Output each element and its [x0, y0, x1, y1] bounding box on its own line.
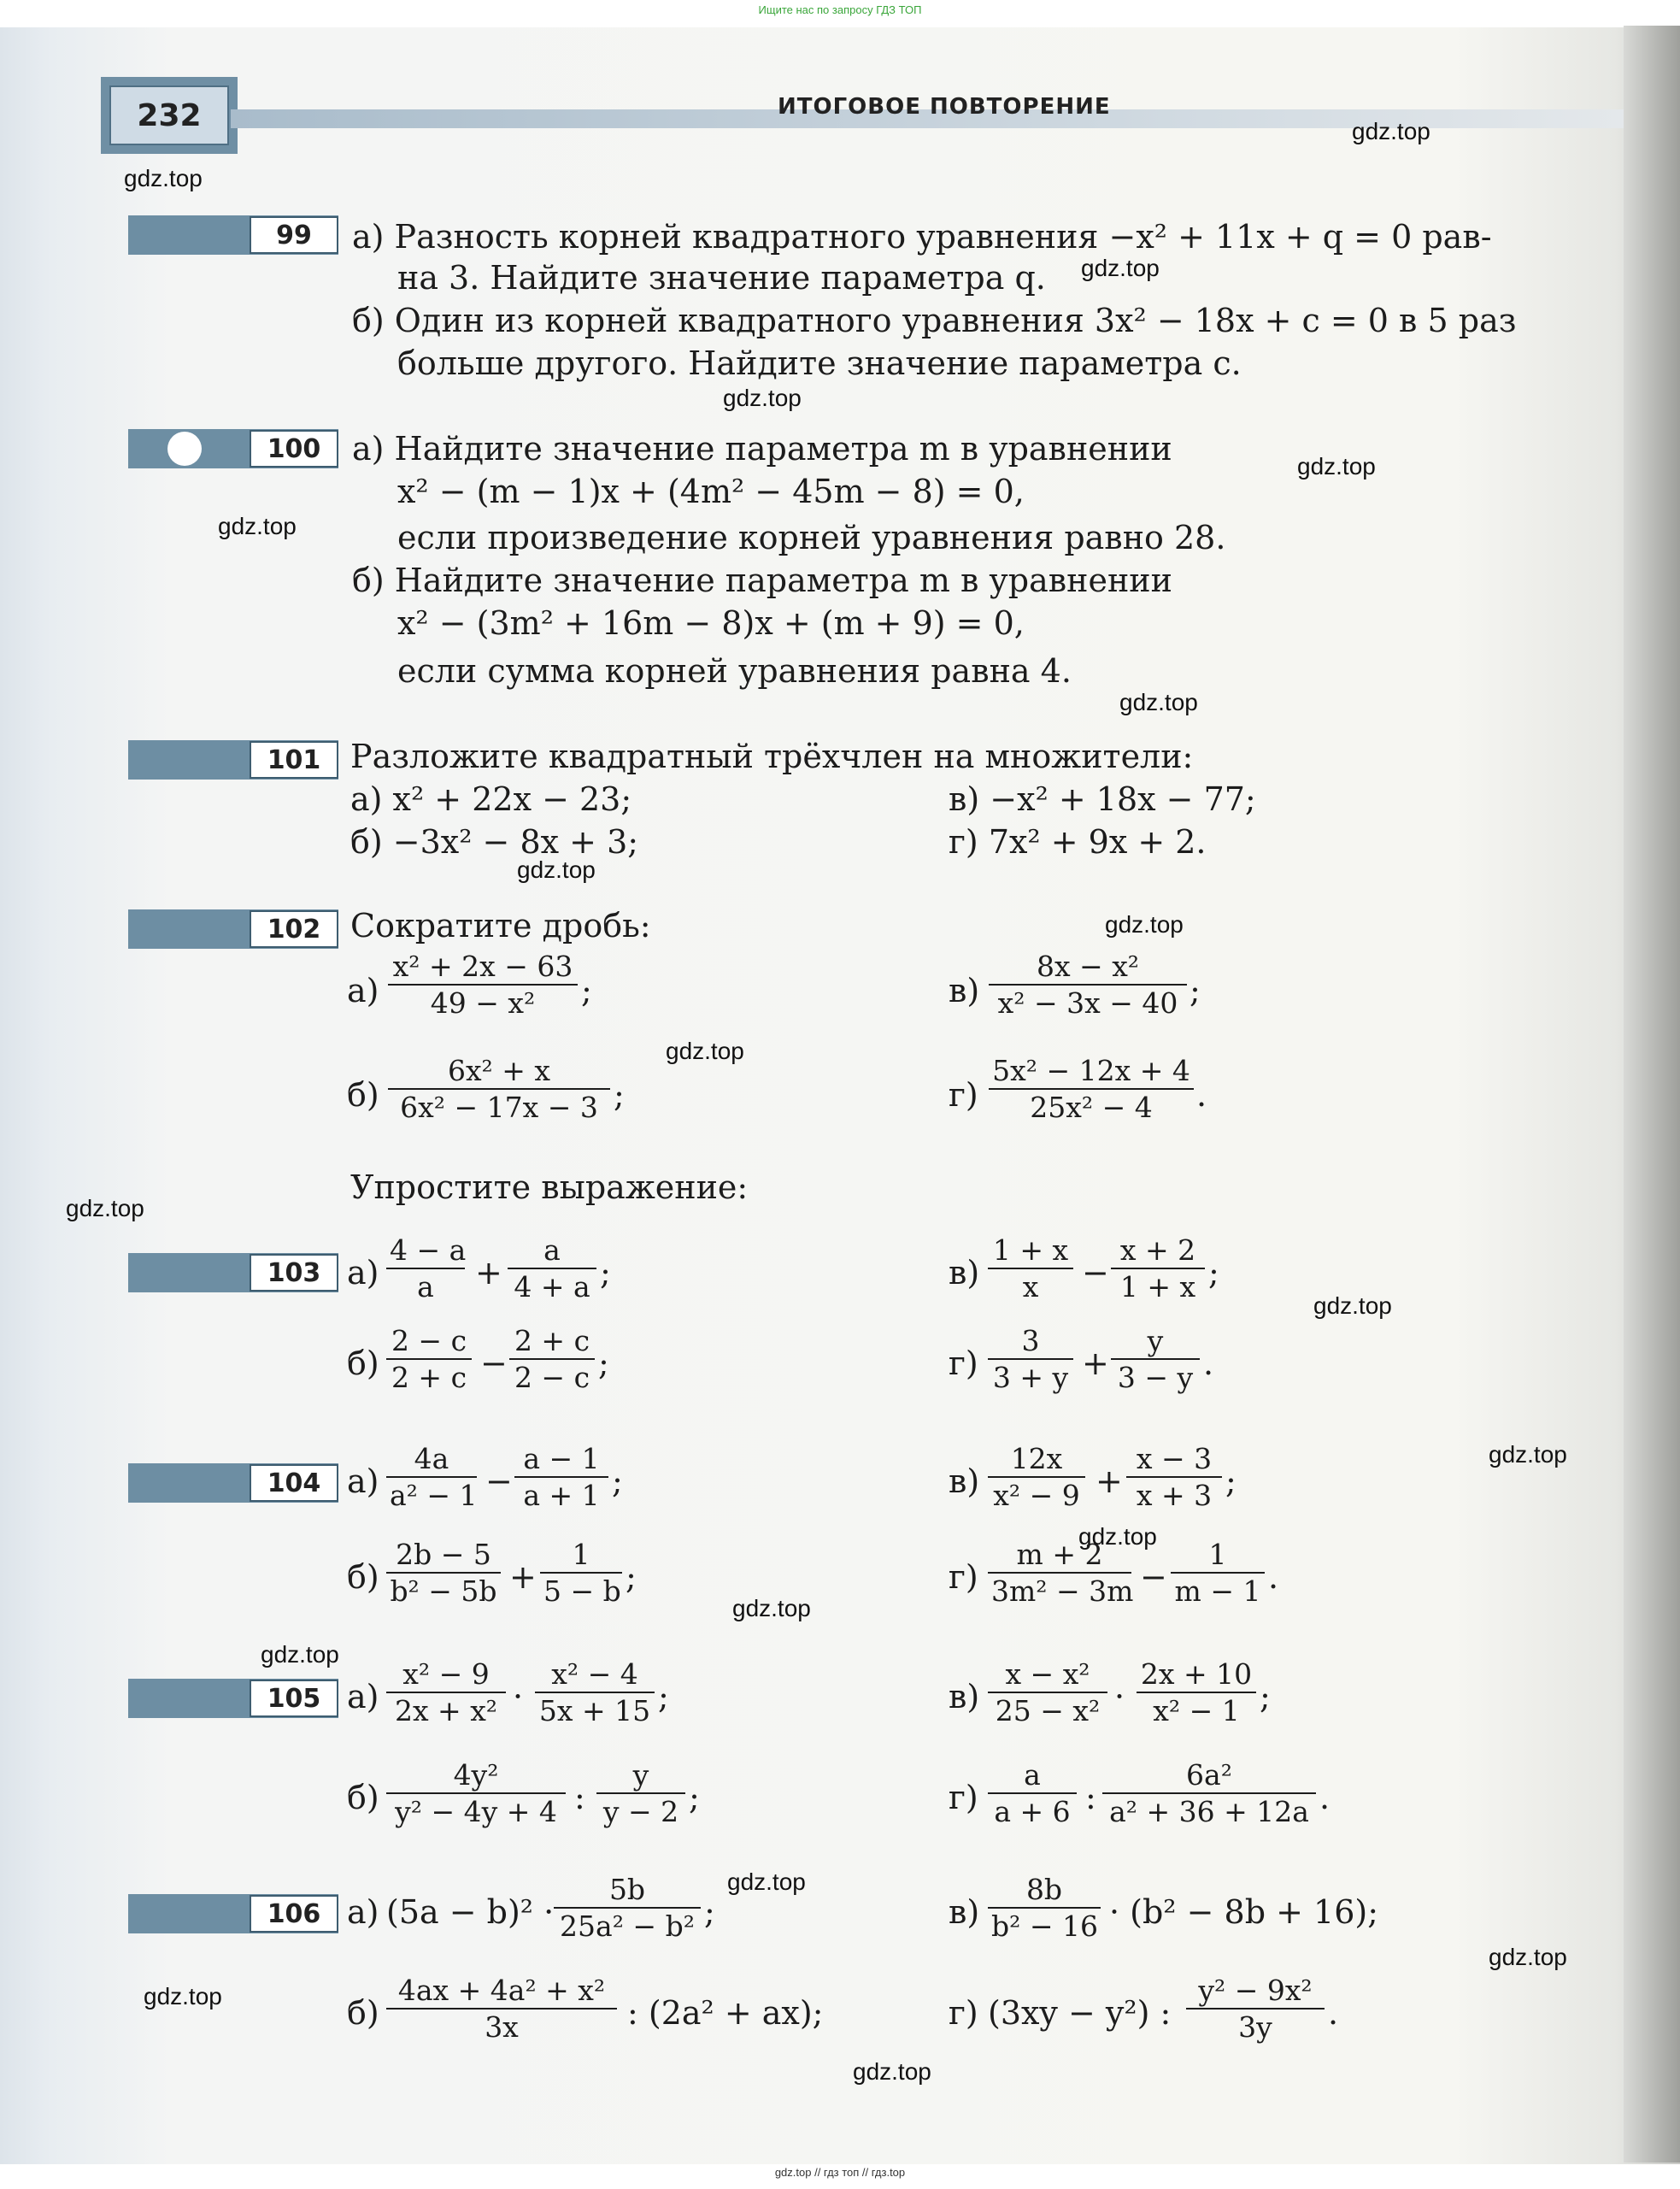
problem-103-a-label: а)	[347, 1254, 379, 1292]
watermark: gdz.top	[124, 165, 203, 191]
problem-102-b-label: б)	[347, 1076, 379, 1114]
problem-99-a-line2: на 3. Найдите значение параметра q.	[397, 259, 1046, 297]
problem-104-a-label: а)	[347, 1462, 379, 1500]
watermark: gdz.top	[1297, 453, 1376, 480]
problem-106-number: 106	[250, 1895, 338, 1933]
fraction: $\frac{\text{x² − 4}}{5x + 15}$	[535, 1660, 655, 1725]
problem-101-title: Разложите квадратный трёхчлен на множители:	[350, 738, 1194, 775]
expression-part: · (b² − 8b + 16);	[1109, 1893, 1379, 1931]
watermark: gdz.top	[1489, 1944, 1567, 1970]
problem-100-b-line1: б) Найдите значение параметра m в уравнении	[352, 562, 1172, 599]
fraction: $\frac{1}{5 - b}$	[540, 1540, 622, 1605]
problem-100-number: 100	[250, 430, 338, 468]
watermark: gdz.top	[1081, 255, 1160, 281]
problem-103-v-label: в)	[949, 1254, 980, 1292]
problem-105-number: 105	[250, 1680, 338, 1717]
problem-100-a-equation: x² − (m − 1)x + (4m² − 45m − 8) = 0,	[397, 473, 1025, 510]
fraction: $\frac{12x}{\text{x² − 9}}$	[988, 1445, 1085, 1509]
watermark: gdz.top	[727, 1868, 806, 1895]
fraction: $\frac{1}{m - 1}$	[1171, 1540, 1265, 1605]
watermark: gdz.top	[1119, 689, 1198, 715]
problem-103-b-label: б)	[347, 1345, 379, 1382]
fraction: $\frac{8b}{\text{b² − 16}}$	[988, 1875, 1101, 1940]
fraction: $\frac{\text{5x² − 12x + 4}}{\text{25x² − 4}}$	[989, 1056, 1194, 1121]
problem-106-v-label: в)	[949, 1893, 980, 1931]
fraction: $\frac{2x + 10}{\text{x² − 1}}$	[1137, 1660, 1256, 1725]
problem-99-b-line1: б) Один из корней квадратного уравнения 3x² − 18x + c = 0 в 5 раз	[352, 302, 1517, 339]
punctuation: ;	[600, 1254, 611, 1292]
problem-103-g-label: г)	[949, 1345, 978, 1382]
problem-104-g-label: г)	[949, 1558, 978, 1596]
problem-105-g-label: г)	[949, 1779, 978, 1816]
problem-104-number: 104	[250, 1464, 338, 1502]
punctuation: .	[1196, 1076, 1207, 1114]
operator: +	[509, 1558, 537, 1596]
punctuation: .	[1319, 1779, 1330, 1816]
fraction: $\frac{2b - 5}{\text{b² − 5b}}$	[386, 1540, 501, 1605]
page-number: 232	[109, 85, 229, 145]
expression-part: (5a − b)² ·	[386, 1893, 555, 1931]
operator: :	[574, 1779, 585, 1816]
problem-102-number: 102	[250, 910, 338, 948]
watermark: gdz.top	[144, 1983, 222, 2010]
fraction: $\frac{\text{4y²}}{\text{y² − 4y + 4}}$	[386, 1761, 566, 1826]
problem-101-g: г) 7x² + 9x + 2.	[949, 823, 1207, 861]
fraction: $\frac{5b}{\text{25a² − b²}}$	[554, 1875, 701, 1940]
punctuation: .	[1328, 1994, 1339, 2032]
operator: +	[1096, 1462, 1123, 1500]
watermark: gdz.top	[517, 856, 596, 883]
problem-102-g-label: г)	[949, 1076, 978, 1114]
fraction: $\frac{3}{3 + y}$	[988, 1327, 1073, 1392]
fraction: $\frac{y}{3 - y}$	[1111, 1327, 1200, 1392]
operator: ·	[1114, 1678, 1125, 1715]
fraction: $\frac{4 - a}{a}$	[386, 1236, 465, 1301]
problem-100-a-line1: а) Найдите значение параметра m в уравнении	[352, 430, 1172, 468]
punctuation: ;	[598, 1345, 609, 1382]
fraction: $\frac{\text{x − x²}}{\text{25 − x²}}$	[988, 1660, 1107, 1725]
expression-part: (3xy − y²) :	[988, 1994, 1172, 2032]
fraction: $\frac{a}{a + 6}$	[988, 1761, 1077, 1826]
problem-101-b: б) −3x² − 8x + 3;	[350, 823, 639, 861]
punctuation: ;	[1208, 1254, 1219, 1292]
watermark: gdz.top	[723, 385, 802, 411]
book-spine-shadow	[1624, 26, 1680, 2163]
problem-100-b-line3: если сумма корней уравнения равна 4.	[397, 652, 1072, 690]
simplify-title: Упростите выражение:	[350, 1168, 749, 1206]
fraction: $\frac{\text{4ax + 4a² + x²}}{3x}$	[386, 1976, 617, 2041]
fraction: $\frac{4a}{\text{a² − 1}}$	[386, 1445, 477, 1509]
problem-101-a: а) x² + 22x − 23;	[350, 780, 632, 818]
problem-105-b-label: б)	[347, 1779, 379, 1816]
fraction: $\frac{y}{y - 2}$	[596, 1761, 685, 1826]
punctuation: ;	[581, 972, 592, 1009]
fraction: $\frac{\text{y² − 9x²}}{3y}$	[1186, 1976, 1325, 2041]
fraction: $\frac{\text{x² − 9}}{\text{2x + x²}}$	[386, 1660, 506, 1725]
punctuation: ;	[626, 1558, 637, 1596]
fraction: $\frac{a - 1}{a + 1}$	[514, 1445, 608, 1509]
problem-106-a-label: а)	[347, 1893, 379, 1931]
fraction: $\frac{2 - c}{2 + c}$	[386, 1327, 472, 1392]
fraction: $\frac{a}{4 + a}$	[508, 1236, 596, 1301]
punctuation: .	[1268, 1558, 1279, 1596]
punctuation: ;	[1260, 1678, 1271, 1715]
watermark: gdz.top	[1489, 1441, 1567, 1468]
punctuation: ;	[614, 1076, 625, 1114]
punctuation: ;	[658, 1678, 669, 1715]
punctuation: ;	[1225, 1462, 1237, 1500]
fraction: $\frac{\text{6a²}}{\text{a² + 36 + 12a}}$	[1102, 1761, 1316, 1826]
watermark: gdz.top	[853, 2058, 931, 2085]
fraction: $\frac{1 + x}{x}$	[988, 1236, 1073, 1301]
fraction: $\frac{\text{8x − x²}}{\text{x² − 3x − 40}}$	[989, 952, 1187, 1017]
punctuation: ;	[689, 1779, 700, 1816]
operator: −	[1082, 1254, 1109, 1292]
problem-102-v-label: в)	[949, 972, 980, 1009]
watermark: gdz.top	[666, 1038, 744, 1064]
problem-102-a-label: а)	[347, 972, 379, 1009]
watermark: gdz.top	[218, 513, 297, 539]
problem-104-v-label: в)	[949, 1462, 980, 1500]
problem-101-v: в) −x² + 18x − 77;	[949, 780, 1256, 818]
fraction: $\frac{\text{6x² + x}}{\text{6x² − 17x − 3}}$	[388, 1056, 610, 1121]
watermark: gdz.top	[1105, 911, 1184, 938]
fraction: $\frac{m + 2}{\text{3m² − 3m}}$	[988, 1540, 1131, 1605]
problem-99-number: 99	[250, 216, 338, 254]
operator: +	[475, 1254, 502, 1292]
fraction: $\frac{x - 3}{x + 3}$	[1126, 1445, 1222, 1509]
operator: ·	[513, 1678, 524, 1715]
operator: :	[1085, 1779, 1096, 1816]
fraction: $\frac{2 + c}{2 - c}$	[509, 1327, 595, 1392]
problem-105-v-label: в)	[949, 1678, 980, 1715]
problem-104-b-label: б)	[347, 1558, 379, 1596]
watermark: gdz.top	[1078, 1523, 1157, 1550]
problem-103-number: 103	[250, 1254, 338, 1292]
watermark: gdz.top	[1352, 118, 1430, 144]
problem-106-g-label: г)	[949, 1994, 978, 2032]
bottom-banner: gdz.top // гдз топ // гдз.top	[774, 2166, 906, 2179]
watermark: gdz.top	[66, 1195, 144, 1221]
operator: −	[480, 1345, 508, 1382]
problem-101-number: 101	[250, 741, 338, 779]
operator: −	[1140, 1558, 1167, 1596]
problem-100-a-line3: если произведение корней уравнения равно 28.	[397, 519, 1226, 556]
problem-100-b-equation: x² − (3m² + 16m − 8)x + (m + 9) = 0,	[397, 604, 1025, 642]
punctuation: ;	[1190, 972, 1201, 1009]
operator: −	[485, 1462, 513, 1500]
chapter-title: ИТОГОВОЕ ПОВТОРЕНИЕ	[778, 94, 1111, 120]
punctuation: ;	[704, 1893, 715, 1931]
punctuation: ;	[612, 1462, 623, 1500]
problem-102-title: Сократите дробь:	[350, 907, 651, 944]
difficulty-circle-icon	[167, 432, 202, 466]
operator: +	[1082, 1345, 1109, 1382]
watermark: gdz.top	[261, 1641, 339, 1668]
expression-part: : (2a² + ax);	[627, 1994, 824, 2032]
problem-99-a-line1: а) Разность корней квадратного уравнения −x² + 11x + q = 0 рав-	[352, 218, 1492, 256]
punctuation: .	[1203, 1345, 1214, 1382]
top-banner: Ищите нас по запросу ГДЗ ТОП	[758, 3, 922, 16]
watermark: gdz.top	[732, 1595, 811, 1621]
problem-106-b-label: б)	[347, 1994, 379, 2032]
fraction: $\frac{x + 2}{1 + x}$	[1111, 1236, 1205, 1301]
problem-99-b-line2: больше другого. Найдите значение параметра c.	[397, 344, 1242, 382]
fraction: $\frac{\text{x² + 2x − 63}}{\text{49 − x²}}$	[388, 952, 578, 1017]
problem-105-a-label: а)	[347, 1678, 379, 1715]
watermark: gdz.top	[1313, 1292, 1392, 1319]
